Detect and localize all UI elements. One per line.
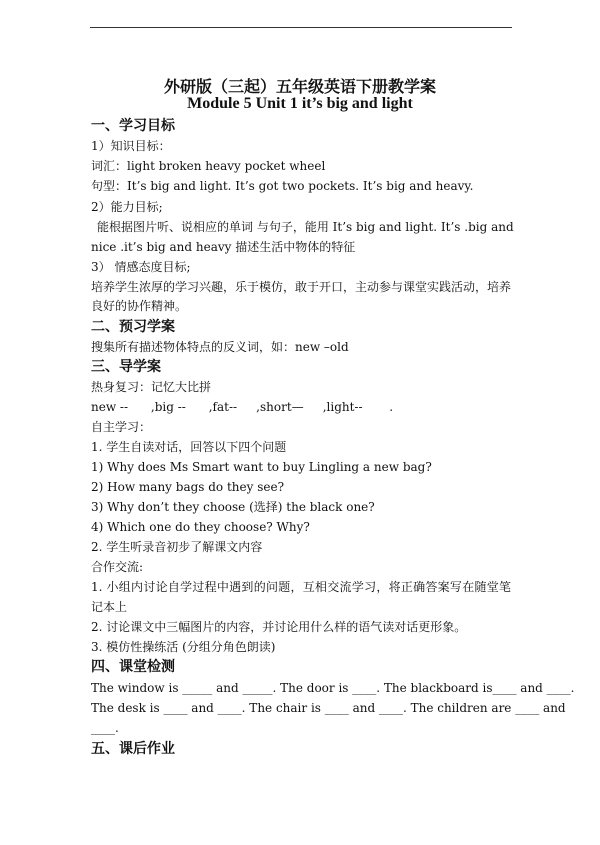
cooperation-1a: 1. 小组内讨论自学过程中遇到的问题，互相交流学习，将正确答案写在随堂笔 (91, 580, 511, 594)
cooperation-3: 3. 模仿性操练活 (分组分角色朗读) (91, 640, 276, 654)
question-3: 3) Why don’t they choose (选择) the black one? (91, 500, 375, 514)
title-chinese: 外研版（三起）五年级英语下册教学案 (163, 77, 436, 96)
header-rule (90, 27, 512, 28)
test-line-1: The window is _____ and _____. The door is ____. The blackboard is____ and ____. (91, 681, 575, 695)
step-2: 2. 学生听录音初步了解课文内容 (91, 540, 263, 554)
sentence-patterns-line: 句型：It’s big and light. It’s got two pockets. It’s big and heavy. (91, 179, 474, 193)
emotion-goal-label: 3） 情感态度目标; (91, 260, 191, 274)
vocabulary-line: 词汇：light broken heavy pocket wheel (91, 159, 326, 173)
cooperation-label: 合作交流: (91, 560, 144, 574)
warmup-items: new -- ,big -- ,fat-- ,short— ,light-- . (91, 400, 394, 414)
emotion-line-2: 良好的协作精神。 (91, 299, 188, 313)
ability-line-1: 能根据图片听、说相应的单词 与句子，能用 It’s big and light. It’s .big and (97, 220, 514, 234)
question-4: 4) Which one do they choose? Why? (91, 520, 310, 534)
warmup-label: 热身复习：记忆大比拼 (91, 380, 212, 394)
emotion-line-1: 培养学生浓厚的学习兴趣，乐于模仿，敢于开口，主动参与课堂实践活动，培养 (91, 280, 512, 294)
question-1: 1) Why does Ms Smart want to buy Lingling a new bag? (91, 460, 432, 474)
heading-guide: 三、导学案 (91, 359, 161, 375)
test-line-3: ____. (91, 721, 119, 735)
test-line-2: The desk is ____ and ____. The chair is ____ and ____. The children are ____ and (91, 701, 566, 715)
title-english: Module 5 Unit 1 it’s big and light (187, 95, 413, 112)
question-2: 2) How many bags do they see? (91, 480, 285, 494)
cooperation-2: 2. 讨论课文中三幅图片的内容，并讨论用什么样的语气读对话更形象。 (91, 620, 467, 634)
knowledge-goal-label: 1）知识目标： (91, 139, 171, 153)
heading-homework: 五、课后作业 (91, 741, 175, 757)
cooperation-1b: 记本上 (91, 600, 128, 614)
ability-goal-label: 2）能力目标; (91, 200, 163, 214)
step-1: 1. 学生自读对话，回答以下四个问题 (91, 440, 287, 454)
heading-class-test: 四、课堂检测 (91, 659, 175, 675)
ability-line-2: nice .it’s big and heavy 描述生活中物体的特征 (91, 240, 356, 254)
heading-preview: 二、预习学案 (91, 319, 175, 335)
heading-learning-goals: 一、学习目标 (91, 118, 175, 134)
preview-line: 搜集所有描述物体特点的反义词，如：new –old (91, 340, 349, 354)
self-study-label: 自主学习： (91, 420, 152, 434)
